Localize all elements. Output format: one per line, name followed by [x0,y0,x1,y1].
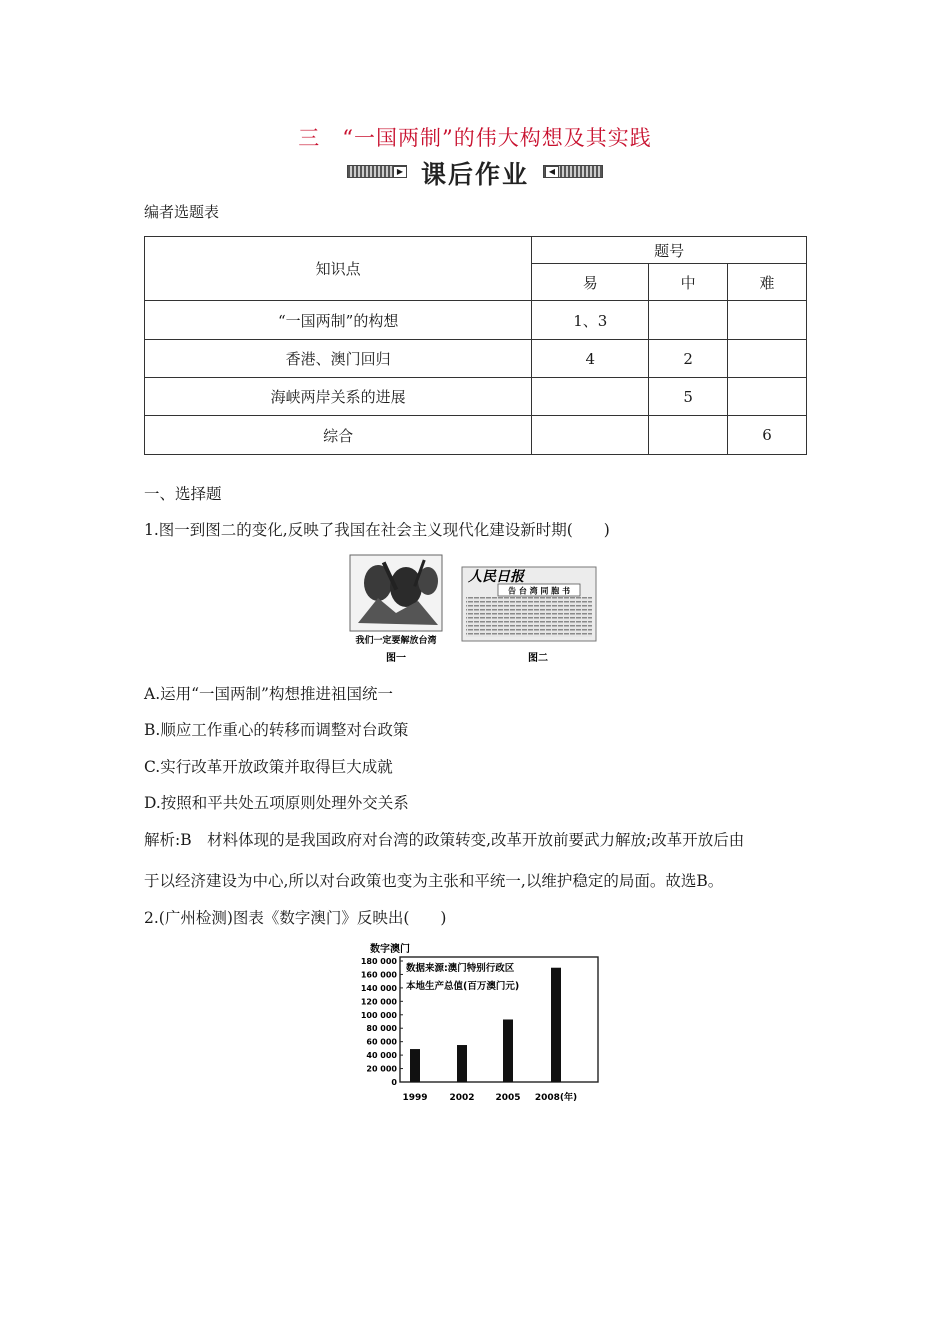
fig1-poster-image [350,555,442,631]
header-knowledge: 知识点 [145,237,532,301]
header-question-no: 题号 [532,237,807,264]
row-easy [532,416,649,455]
play-right-icon: ▶ [393,166,407,178]
homework-banner [347,156,603,189]
y-tick-label: 140 000 [360,983,397,993]
selection-table [144,236,807,455]
fig1-caption: 我们一定要解放台湾 [355,636,437,646]
play-left-icon: ◀ [545,166,559,178]
x-tick-label: 2005 [495,1093,521,1103]
row-hard [728,301,807,340]
y-tick-label: 60 000 [366,1037,397,1047]
option-d: D.按照和平共处五项原则处理外交关系 [144,794,409,812]
row-topic: 海峡两岸关系的进展 [145,378,532,416]
banner-label: 课后作业 [420,160,529,189]
x-tick-label: 1999 [402,1093,428,1103]
q1-stem: 1.图一到图二的变化,反映了我国在社会主义现代化建设新时期( ) [144,521,610,539]
table-row [145,301,807,340]
analysis-line-1: 解析:B 材料体现的是我国政府对台湾的政策转变,改革开放前要武力解放;改革开放后由 [144,831,745,849]
table-row [145,378,807,416]
y-tick-label: 160 000 [360,970,397,980]
header-easy: 易 [532,264,649,301]
fig2-masthead: 人民日报 [468,569,524,585]
fig1-label: 图一 [386,653,406,664]
row-topic: 香港、澳门回归 [145,340,532,378]
row-medium [649,301,728,340]
header-medium: 中 [649,264,728,301]
q1-figure [348,553,608,668]
row-medium: 5 [649,378,728,416]
q2-stem: 2.(广州检测)图表《数字澳门》反映出( ) [144,909,447,927]
option-a: A.运用“一国两制”构想推进祖国统一 [144,685,393,703]
table-row [145,416,807,455]
x-tick-label: 2002 [449,1093,475,1103]
chart-frame [400,957,598,1082]
row-hard: 6 [728,416,807,455]
macau-gdp-chart [360,940,600,1105]
row-easy: 1、3 [532,301,649,340]
chart-title: 数字澳门 [370,944,410,955]
section-heading: 一、选择题 [144,485,222,503]
page-title: 三 “一国两制”的伟大构想及其实践 [298,126,652,150]
row-hard [728,340,807,378]
y-tick-label: 100 000 [360,1010,397,1020]
chart-source-note: 数据来源:澳门特别行政区 [406,963,515,974]
table-caption: 编者选题表 [144,203,220,221]
y-tick-label: 0 [391,1078,397,1087]
analysis-line-2: 于以经济建设为中心,所以对台政策也变为主张和平统一,以维护稳定的局面。故选B。 [144,872,724,890]
row-medium: 2 [649,340,728,378]
y-tick-label: 180 000 [360,957,397,966]
y-tick-label: 40 000 [366,1051,397,1061]
header-hard: 难 [728,264,807,301]
chart-measure-note: 本地生产总值(百万澳门元) [406,981,520,992]
y-tick-label: 20 000 [366,1064,397,1074]
y-tick-label: 120 000 [360,997,397,1007]
bar-1999 [410,1049,420,1082]
bar-2005 [503,1019,513,1082]
fig2-headline: 告 台 湾 同 胞 书 [508,586,570,596]
row-hard [728,378,807,416]
y-tick-label: 80 000 [366,1024,397,1034]
row-topic: “一国两制”的构想 [145,301,532,340]
option-c: C.实行改革开放政策并取得巨大成就 [144,758,393,776]
x-tick-label: 2008(年) [534,1093,578,1103]
table-row [145,340,807,378]
row-easy [532,378,649,416]
fig2-label: 图二 [528,653,548,664]
bar-2002 [457,1045,467,1082]
row-medium [649,416,728,455]
row-topic: 综合 [145,416,532,455]
option-b: B.顺应工作重心的转移而调整对台政策 [144,721,409,739]
bar-2008 [551,968,561,1082]
row-easy: 4 [532,340,649,378]
